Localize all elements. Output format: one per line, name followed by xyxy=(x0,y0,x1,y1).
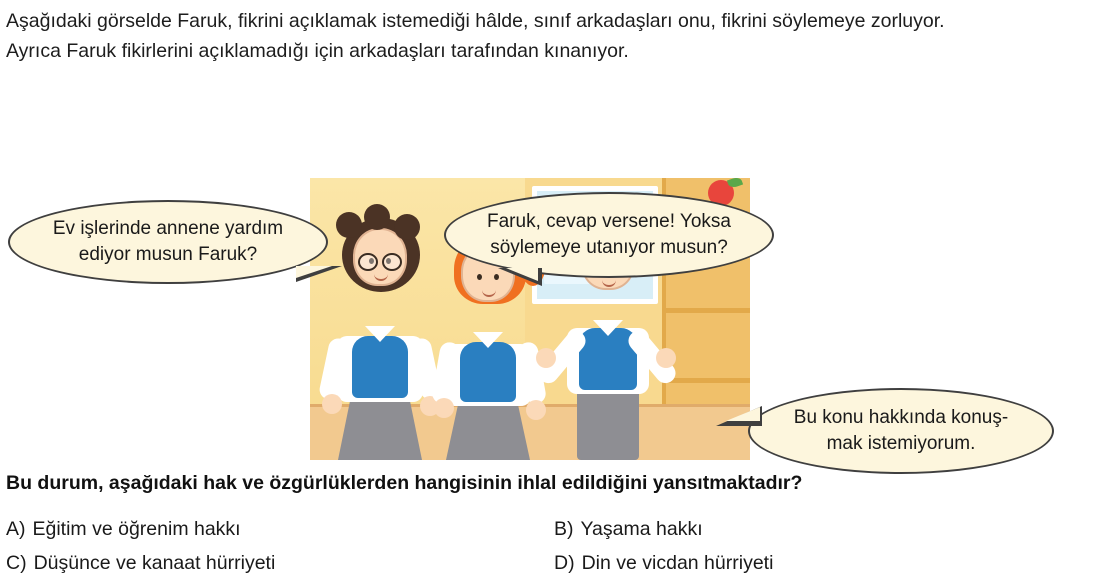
balloon-3-tail xyxy=(716,396,762,430)
hand-left xyxy=(322,394,342,414)
speech-balloon-girl-orange-hair xyxy=(444,192,774,278)
option-c-letter: C) xyxy=(6,552,27,574)
option-b-letter: B) xyxy=(554,518,574,540)
option-b[interactable] xyxy=(554,512,703,546)
sweater-vest xyxy=(460,342,516,402)
answer-options xyxy=(6,512,1096,580)
speech-balloon-girl-glasses xyxy=(8,200,328,284)
option-d[interactable] xyxy=(554,546,773,580)
option-d-letter: D) xyxy=(554,552,575,574)
balloon-2-tail xyxy=(498,268,544,302)
option-a-text: Eğitim ve öğrenim hakkı xyxy=(32,518,241,540)
intro-paragraph xyxy=(6,6,1096,66)
balloon-2-line-2: söylemeye utanıyor musun? xyxy=(490,237,728,258)
option-d-text: Din ve vicdan hürriyeti xyxy=(581,552,774,574)
hand-left xyxy=(434,398,454,418)
mouth xyxy=(374,272,388,281)
skirt xyxy=(446,398,530,460)
speech-balloon-faruk xyxy=(748,388,1054,474)
balloon-3-line-2: mak istemiyorum. xyxy=(826,433,976,454)
eye-left xyxy=(477,274,482,280)
trousers xyxy=(577,386,639,460)
sweater-vest xyxy=(352,336,408,398)
balloon-1-tail xyxy=(296,266,342,302)
hair-puff xyxy=(394,214,420,240)
option-a[interactable] xyxy=(6,512,554,546)
intro-line-2: Ayrıca Faruk fikirlerini açıklamadığı için arkadaşları tarafından kınanıyor. xyxy=(6,40,629,62)
balloon-2-line-1: Faruk, cevap versene! Yoksa xyxy=(487,211,731,232)
glasses-left-lens xyxy=(358,253,378,271)
option-c-text: Düşünce ve kanaat hürriyeti xyxy=(33,552,276,574)
glasses-right-lens xyxy=(382,253,402,271)
option-a-letter: A) xyxy=(6,518,26,540)
hair-puff xyxy=(336,212,362,238)
mouth xyxy=(602,278,616,287)
skirt xyxy=(338,394,422,460)
balloon-1-line-2: ediyor musun Faruk? xyxy=(78,244,258,265)
hand-right-open xyxy=(656,348,676,368)
hand-left-open xyxy=(536,348,556,368)
balloon-3-line-1: Bu konu hakkında konuş- xyxy=(793,407,1009,428)
cabinet-shelf xyxy=(666,308,750,313)
balloon-1-line-1: Ev işlerinde annene yardım xyxy=(52,218,284,239)
question-text: Bu durum, aşağıdaki hak ve özgürlüklerden hangisinin ihlal edildiğini yansıtmaktadır? xyxy=(6,472,803,494)
cabinet-shelf xyxy=(666,378,750,383)
hair-puff xyxy=(364,204,390,230)
option-c[interactable] xyxy=(6,546,554,580)
intro-line-1: Aşağıdaki görselde Faruk, fikrini açıklamak istemediği hâlde, sınıf arkadaşları onu, fikrini söylemeye zorluyor. xyxy=(6,10,945,32)
illustration xyxy=(0,96,1104,466)
mouth xyxy=(482,288,496,297)
option-b-text: Yaşama hakkı xyxy=(580,518,703,540)
student-girl-glasses xyxy=(320,210,440,460)
